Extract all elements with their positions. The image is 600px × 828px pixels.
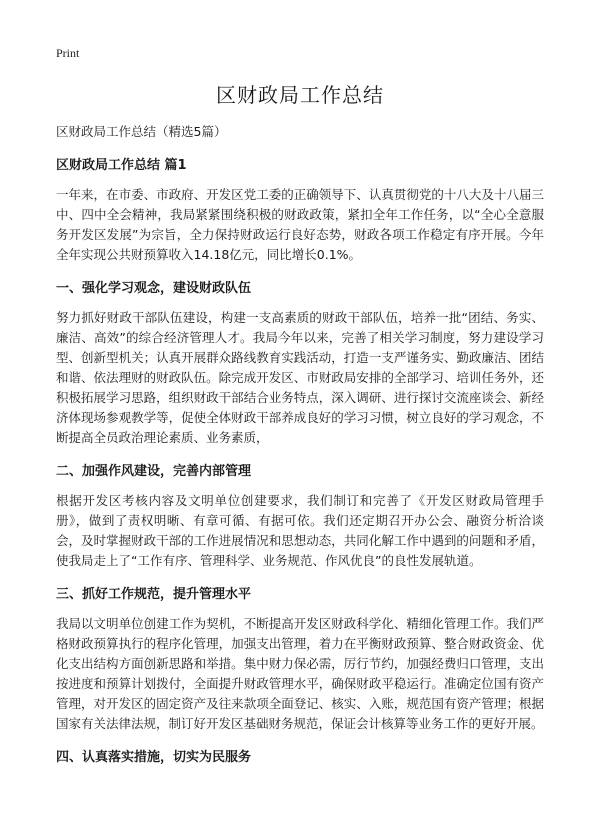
section-body-2: 根据开发区考核内容及文明单位创建要求，我们制订和完善了《开发区财政局管理手册》，做到了责权明晰、有章可循、有据可依。我们还定期召开办公会、融资分析洽谈会，及时掌握财政干部的工作进展情况和思想动态，共同化解工作中遇到的问题和矛盾，使我局走上了“工作有序、管理科学、业务规范、作风优良”的良性发展轨道。 (56, 493, 544, 568)
section-heading-4: 四、认真落实措施，切实为民服务 (56, 750, 252, 765)
intro-paragraph: 一年来，在市委、市政府、开发区党工委的正确领导下、认真贯彻党的十八大及十八届三中、四中全会精神，我局紧紧围绕积极的财政政策，紧扣全年工作任务，以“全心全意服务开发区发展”为宗旨，全力保持财政运行良好态势，财政各项工作稳定有序开展。今年全年实现公共财预算收入14.18亿元，同比增长0.1%。 (56, 187, 544, 262)
page-title: 区财政局工作总结 (216, 83, 384, 107)
print-link[interactable]: Print (56, 46, 80, 60)
section-heading-1: 一、强化学习观念，建设财政队伍 (56, 281, 252, 296)
section-heading-2: 二、加强作风建设，完善内部管理 (56, 464, 252, 479)
section-body-3: 我局以文明单位创建工作为契机，不断提高开发区财政科学化、精细化管理工作。我们严格财政预算执行的程序化管理，加强支出管理，着力在平衡财政预算、整合财政资金、优化支出结构方面创新思路和举措。集中财力保必需，厉行节约，加强经费归口管理，支出按进度和预算计划拨付，全面提升财政管理水平，确保财政平稳运行。准确定位国有资产管理，对开发区的固定资产及往来款项全面登记、核实、入账，规范国有资产管理；根据国家有关法律法规，制订好开发区基础财务规范，保证会计核算等业务工作的更好开展。 (56, 616, 544, 731)
section-heading-3: 三、抓好工作规范，提升管理水平 (56, 587, 252, 602)
document-subtitle: 区财政局工作总结（精选5篇） (56, 124, 227, 139)
section-body-1: 努力抓好财政干部队伍建设，构建一支高素质的财政干部队伍，培养一批“团结、务实、廉洁、高效”的综合经济管理人才。我局今年以来，完善了相关学习制度，努力建设学习型、创新型机关；认真开展群众路线教育实践活动，打造一支严谨务实、勤政廉洁、团结和谐、依法理财的财政队伍。除完成开发区、市财政局安排的全部学习、培训任务外，还积极拓展学习思路，组织财政干部结合业务特点，深入调研、进行探讨交流座谈会、新经济体现场参观教学等，促使全体财政干部养成良好的学习习惯，树立良好的学习观念，不断提高全员政治理论素质、业务素质， (56, 310, 544, 445)
article-heading: 区财政局工作总结 篇1 (56, 158, 187, 173)
